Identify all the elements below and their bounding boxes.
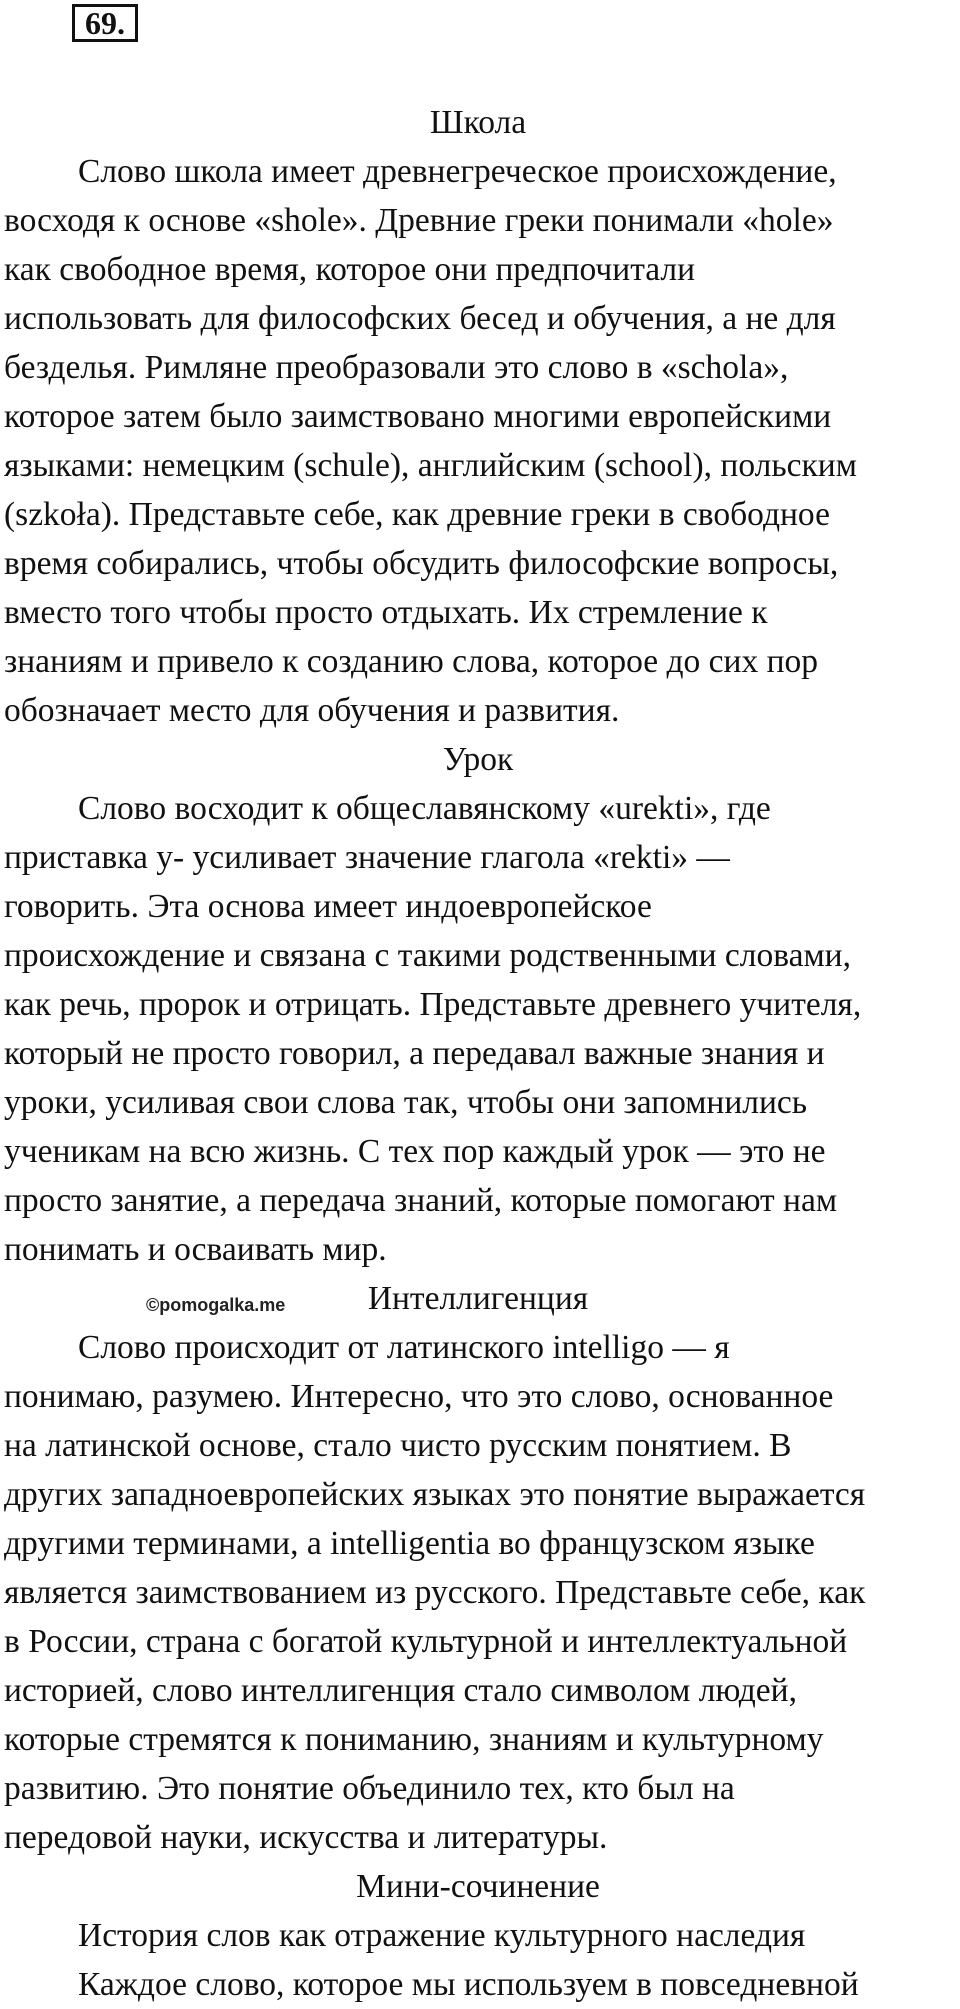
section-text-mini-essay bbox=[4, 1911, 952, 2009]
text-line: говорить. Эта основа имеет индоевропейское bbox=[4, 888, 652, 925]
text-line: Слово восходит к общеславянскому «urekti», где bbox=[78, 790, 771, 827]
section-school bbox=[4, 98, 952, 735]
text-line: понимать и осваивать мир. bbox=[4, 1231, 387, 1268]
text-line: время собирались, чтобы обсудить философские вопросы, bbox=[4, 545, 839, 582]
text-line: другими терминами, а intelligentia во французском языке bbox=[4, 1525, 815, 1562]
section-text-intelligentsia bbox=[4, 1323, 952, 1862]
section-title-intelligentsia: Интеллигенция bbox=[367, 1280, 589, 1317]
exercise-number: 69. bbox=[72, 4, 138, 42]
text-line: на латинской основе, стало чисто русским понятием. В bbox=[4, 1427, 792, 1464]
text-line: Слово происходит от латинского intelligo — я bbox=[78, 1329, 730, 1366]
section-text-lesson bbox=[4, 784, 952, 1274]
text-line: уроки, усиливая свои слова так, чтобы они запомнились bbox=[4, 1084, 808, 1121]
text-line: использовать для философских бесед и обучения, а не для bbox=[4, 300, 836, 337]
section-title-lesson: Урок bbox=[442, 741, 514, 778]
text-line: знаниям и привело к созданию слова, которое до сих пор bbox=[4, 643, 819, 680]
text-line: является заимствованием из русского. Представьте себе, как bbox=[4, 1574, 866, 1611]
text-line: ученикам на всю жизнь. С тех пор каждый урок — это не bbox=[4, 1133, 826, 1170]
document-body bbox=[4, 98, 952, 2009]
text-line: понимаю, разумею. Интересно, что это слово, основанное bbox=[4, 1378, 834, 1415]
text-line: языками: немецким (schule), английским (school), польским bbox=[4, 447, 857, 484]
text-line: Каждое слово, которое мы используем в повседневной bbox=[78, 1966, 859, 2003]
text-line: происхождение и связана с такими родственными словами, bbox=[4, 937, 851, 974]
section-intelligentsia bbox=[4, 1274, 952, 1862]
text-line: вместо того чтобы просто отдыхать. Их стремление к bbox=[4, 594, 768, 631]
text-line: развитию. Это понятие объединило тех, кто был на bbox=[4, 1770, 735, 1807]
text-line: которые стремятся к пониманию, знаниям и культурному bbox=[4, 1721, 824, 1758]
text-line: других западноевропейских языках это понятие выражается bbox=[4, 1476, 866, 1513]
text-line: как свободное время, которое они предпочитали bbox=[4, 251, 696, 288]
text-line: который не просто говорил, а передавал важные знания и bbox=[4, 1035, 825, 1072]
text-line: просто занятие, а передача знаний, которые помогают нам bbox=[4, 1182, 838, 1219]
text-line: историей, слово интеллигенция стало символом людей, bbox=[4, 1672, 797, 1709]
text-line: которое затем было заимствовано многими европейскими bbox=[4, 398, 832, 435]
text-line: обозначает место для обучения и развития. bbox=[4, 692, 620, 729]
section-title-mini-essay: Мини-сочинение bbox=[356, 1868, 600, 1905]
watermark: ©pomogalka.me bbox=[146, 1295, 286, 1315]
section-text-school bbox=[4, 147, 952, 735]
text-line: приставка у- усиливает значение глагола «rekti» — bbox=[4, 839, 730, 876]
text-line: восходя к основе «shole». Древние греки понимали «hole» bbox=[4, 202, 834, 239]
text-line: (szkoła). Представьте себе, как древние греки в свободное bbox=[4, 496, 830, 533]
text-line: История слов как отражение культурного наследия bbox=[78, 1917, 806, 1954]
text-line: в России, страна с богатой культурной и интеллектуальной bbox=[4, 1623, 848, 1660]
text-line: как речь, пророк и отрицать. Представьте древнего учителя, bbox=[4, 986, 862, 1023]
text-line: безделья. Римляне преобразовали это слово в «schola», bbox=[4, 349, 789, 386]
text-line: передовой науки, искусства и литературы. bbox=[4, 1819, 608, 1856]
section-title-school: Школа bbox=[429, 104, 527, 141]
text-line: Слово школа имеет древнегреческое происхождение, bbox=[78, 153, 837, 190]
section-lesson bbox=[4, 735, 952, 1274]
section-mini-essay bbox=[4, 1862, 952, 2009]
